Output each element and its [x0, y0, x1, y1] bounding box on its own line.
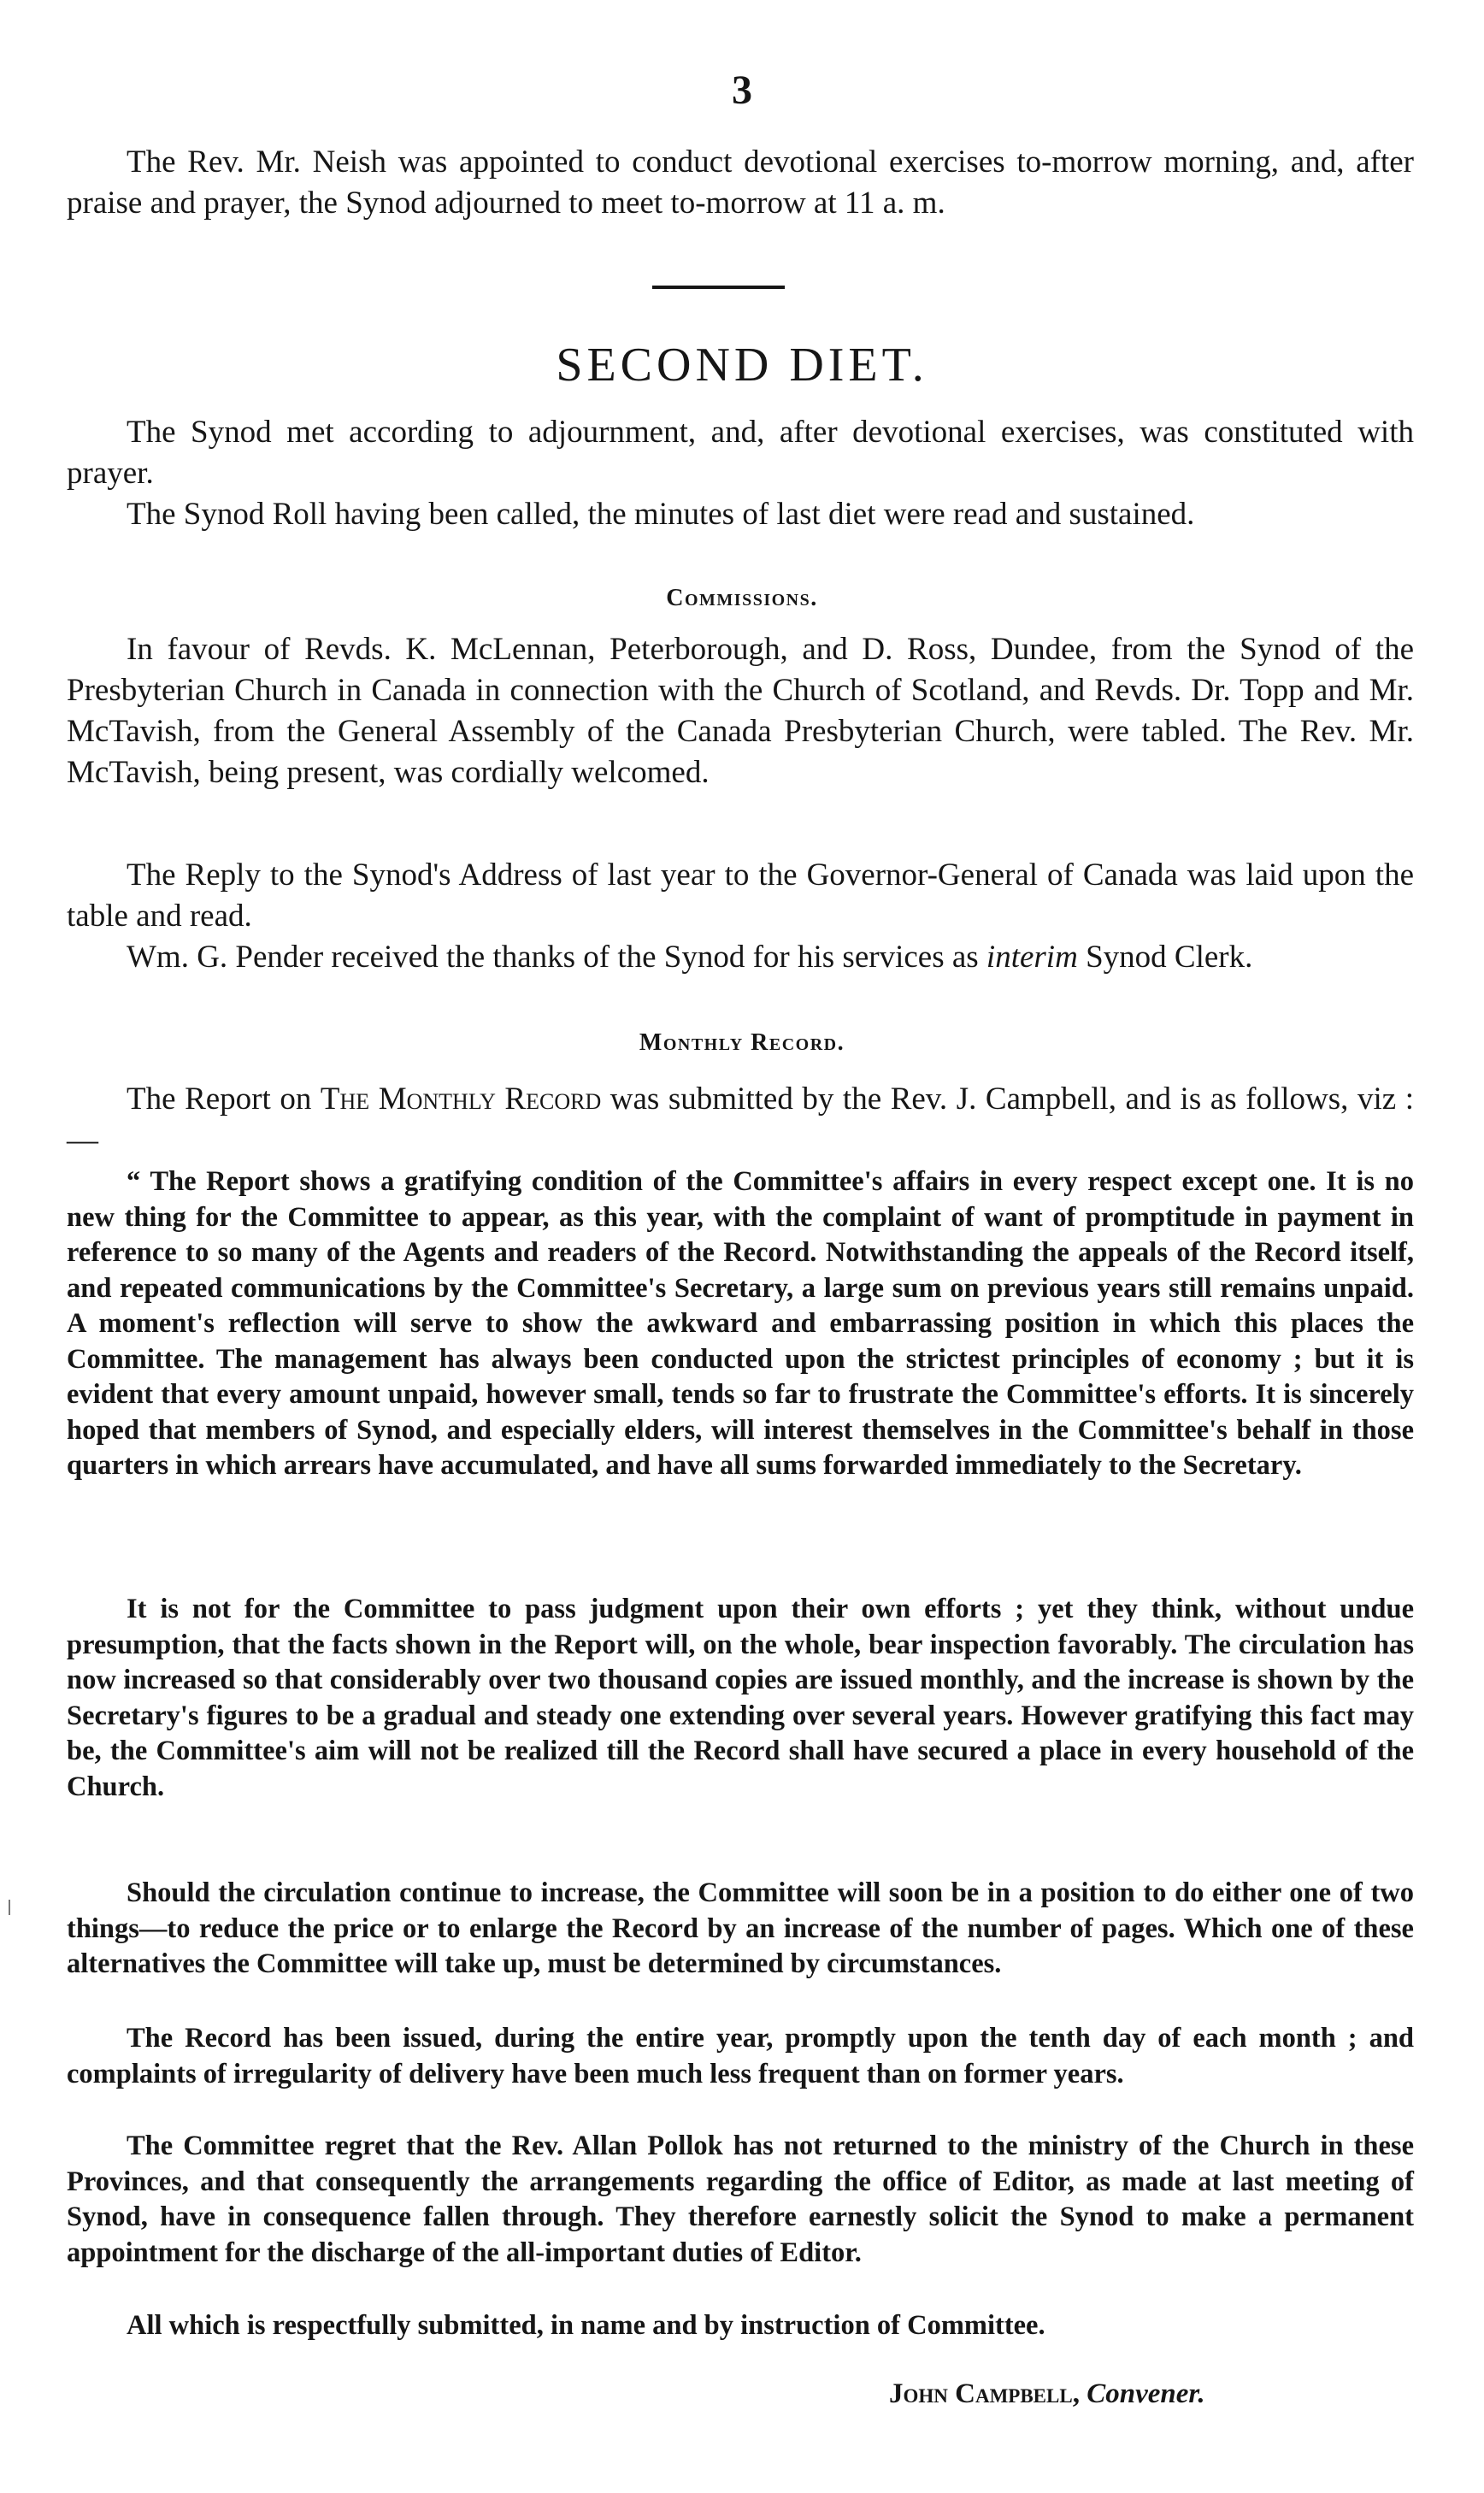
- commissions-heading: Commissions.: [666, 585, 818, 611]
- report-paragraph-1: “ The Report shows a gratifying condition of the Committee's affairs in every respect except one. It is no new thing for the Committee to appear, as this year, with the complaint of want of promptitude in payment in reference to so many of the Agents and readers of the Record. Notwithstanding the appeals of the Record itself, and repeated communications by the Committee's Secretary, a large sum on previous years still remains unpaid. A moment's reflection will serve to show the awkward and embarrassing position in which this places the Committee. The management has always been conducted upon the strictest principles of economy ; but it is evident that every amount unpaid, however small, tends so far to frustrate the Committee's efforts. It is sincerely hoped that members of Synod, and especially elders, will interest themselves in the Committee's behalf in those quarters in which arrears have accumulated, and have all sums forwarded immediately to the Secretary.: [67, 1166, 1414, 1481]
- report-paragraph-6: All which is respectfully submitted, in name and by instruction of Committee.: [127, 2310, 1045, 2341]
- pender-text-italic: interim: [986, 940, 1078, 975]
- signature-name: John Campbell,: [889, 2378, 1080, 2409]
- section-title: SECOND DIET.: [556, 339, 928, 392]
- report-intro-end: was submitted by the Rev. J. Campbell, and is as follows, viz :—: [67, 1081, 1414, 1158]
- report-paragraph-4: The Record has been issued, during the entire year, promptly upon the tenth day of each month ; and complaints of irregularity of delivery have been much less frequent than on former years.: [67, 2023, 1414, 2089]
- report-intro-paragraph: [67, 1079, 1414, 1161]
- report-intro-start: The Report on: [127, 1081, 321, 1117]
- monthly-record-heading: Monthly Record.: [639, 1029, 845, 1056]
- adjournment-paragraph: The Rev. Mr. Neish was appointed to conduct devotional exercises to-morrow morning, and, after praise and prayer, the Synod adjourned to meet to-morrow at 11 a. m.: [67, 144, 1414, 221]
- synod-met-paragraph: The Synod met according to adjournment, and, after devotional exercises, was constituted with prayer.: [67, 415, 1414, 491]
- signature: [889, 2375, 1205, 2413]
- synod-roll-paragraph: The Synod Roll having been called, the minutes of last diet were read and sustained.: [127, 497, 1195, 532]
- signature-title: Convener.: [1086, 2378, 1205, 2409]
- page-number: 3: [732, 68, 752, 113]
- report-intro-title: The Monthly Record: [320, 1081, 602, 1117]
- report-paragraph-3: Should the circulation continue to increase, the Committee will soon be in a position to do either one of two things—to reduce the price or to enlarge the Record by an increase of the number of pages. Which one of these alternatives the Committee will take up, must be determined by circumstances.: [67, 1877, 1414, 1979]
- scan-edge-mark: [9, 1900, 10, 1915]
- pender-paragraph: [67, 937, 1414, 978]
- commissions-paragraph: In favour of Revds. K. McLennan, Peterborough, and D. Ross, Dundee, from the Synod of the Presbyterian Church in Canada in connection with the Church of Scotland, and Revds. Dr. Topp and Mr. McTavish, from the General Assembly of the Canada Presbyterian Church, were tabled. The Rev. Mr. McTavish, being present, was cordially welcomed.: [67, 632, 1414, 790]
- reply-paragraph: The Reply to the Synod's Address of last year to the Governor-General of Canada was laid upon the table and read.: [67, 858, 1414, 934]
- pender-text-end: Synod Clerk.: [1077, 940, 1253, 975]
- report-paragraph-5: The Committee regret that the Rev. Allan Pollok has not returned to the ministry of the Church in these Provinces, and that consequently the arrangements regarding the office of Editor, as made at last meeting of Synod, have in consequence fallen through. They therefore earnestly solicit the Synod to make a permanent appointment for the discharge of the all-important duties of Editor.: [67, 2131, 1414, 2268]
- pender-text-start: Wm. G. Pender received the thanks of the Synod for his services as: [127, 940, 986, 975]
- report-paragraph-2: It is not for the Committee to pass judgment upon their own efforts ; yet they think, without undue presumption, that the facts shown in the Report will, on the whole, bear inspection favorably. The circulation has now increased so that considerably over two thousand copies are issued monthly, and the increase is shown by the Secretary's figures to be a gradual and steady one extending over several years. However gratifying this fact may be, the Committee's aim will not be realized till the Record shall have secured a place in every household of the Church.: [67, 1594, 1414, 1802]
- section-divider: [652, 286, 785, 289]
